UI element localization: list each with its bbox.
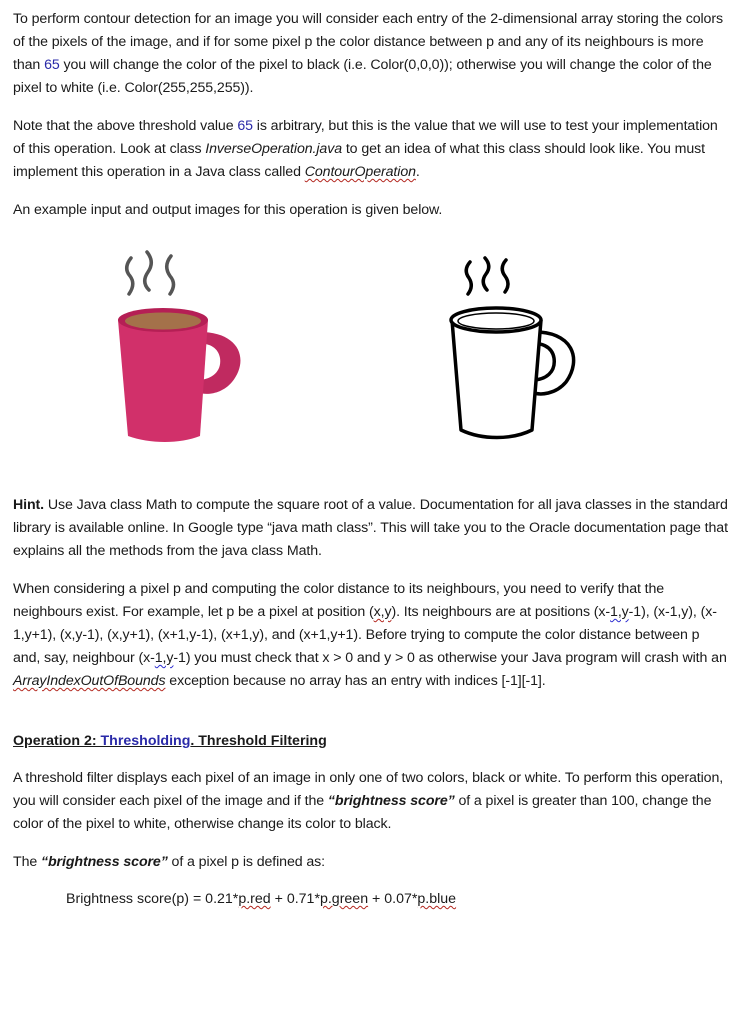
threshold-value: 65 (237, 118, 253, 134)
steam-icon (502, 260, 508, 292)
threshold-value: 65 (44, 57, 60, 73)
brightness-term: “brightness score” (41, 854, 168, 870)
brightness-term: “brightness score” (327, 793, 455, 809)
class-name-inverse: InverseOperation.java (205, 141, 342, 157)
mug-contour-image (451, 258, 574, 438)
paragraph-threshold-note: Note that the above threshold value 65 is arbitrary, but this is the value that we will use to test your implementation of this operation. Look at class InverseOperation.java to get an idea of what this class should look like. You must implement this operation in a Java class called ContourOperation. (13, 118, 718, 180)
steam-icon (466, 262, 471, 294)
steam-icon (167, 256, 174, 294)
exception-name: ArrayIndexOutOfBounds (13, 673, 166, 689)
example-images (0, 240, 739, 460)
mug-colored-image (118, 252, 240, 442)
thresholding-link[interactable]: Thresholding (100, 733, 191, 749)
paragraph-example-intro: An example input and output images for this operation is given below. (13, 202, 443, 218)
section-heading-thresholding: Operation 2: Thresholding. Threshold Filtering (13, 733, 327, 749)
paragraph-threshold-filter: A threshold filter displays each pixel of an image in only one of two colors, black or white. To perform this operation, you will consider each pixel of the image and if the “brightness score” of a pixel is greater than 100, change the color of the pixel to white, otherwise change its color to black. (13, 770, 724, 832)
steam-icon (483, 258, 489, 290)
paragraph-neighbours: When considering a pixel p and computing the color distance to its neighbours, you need to verify that the neighbours exist. For example, let p be a pixel at position (x,y). Its neighbours are at positions (x-1,y-1), (x-1,y), (x-1,y+1), (x,y-1), (x,y+1), (x+1,y-1), (x+1,y), and (x+1,y+1). Before trying to compute the color distance between p and, say, neighbour (x-1,y-1) you must check that x > 0 and y > 0 as otherwise your Java program will crash with an ArrayIndexOutOfBounds exception because no array has an entry with indices [-1][-1]. (13, 581, 727, 689)
steam-icon (145, 252, 152, 290)
hint-label: Hint. (13, 497, 45, 513)
class-name-contour: ContourOperation (304, 164, 416, 180)
paragraph-contour-intro: To perform contour detection for an image you will consider each entry of the 2-dimensional array storing the colors of the pixels of the image, and if for some pixel p the color distance between p and any of its neighbours is more than 65 you will change the color of the pixel to black (i.e. Color(0,0,0)); otherwise you will change the color of the pixel to white (i.e. Color(255,255,255)). (13, 11, 723, 96)
paragraph-brightness-def: The “brightness score” of a pixel p is defined as: (13, 854, 326, 870)
steam-icon (127, 258, 133, 294)
paragraph-hint: Hint. Use Java class Math to compute the square root of a value. Documentation for all java classes in the standard library is available online. In Google type “java math class”. This will take you to the Oracle documentation page that explains all the methods from the java class Math. (13, 497, 728, 559)
brightness-formula: Brightness score(p) = 0.21*p.red + 0.71*p.green + 0.07*p.blue (66, 891, 457, 907)
